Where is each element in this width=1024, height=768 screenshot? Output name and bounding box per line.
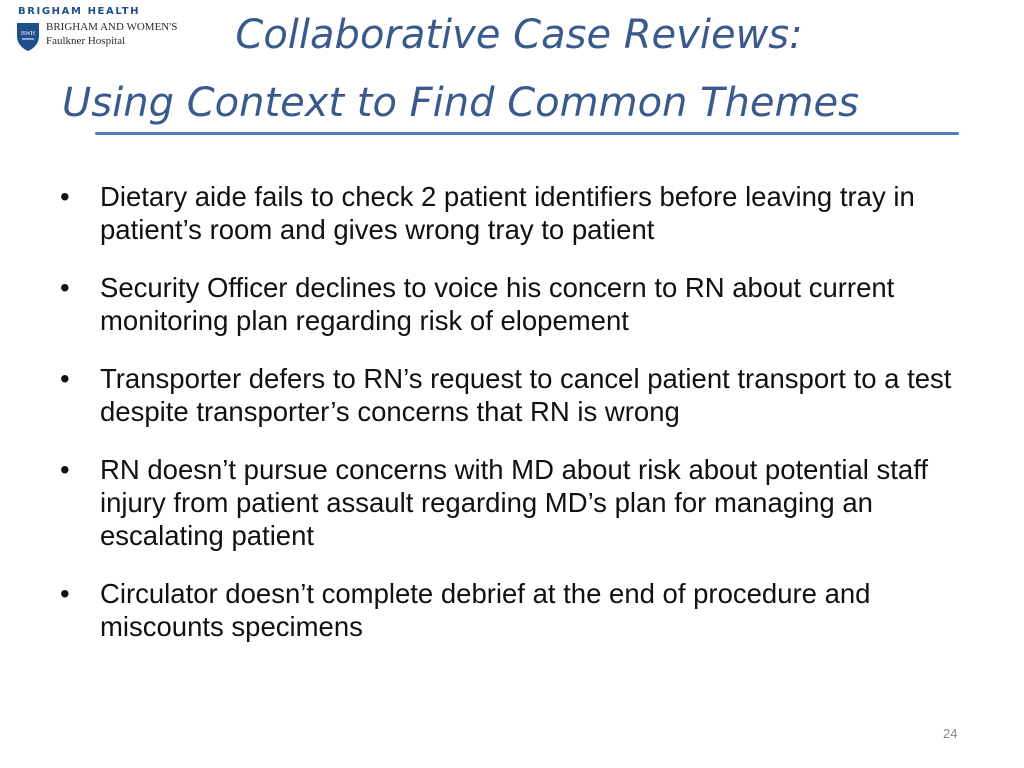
bullet-list <box>60 180 960 668</box>
bullet-marker: • <box>60 272 70 303</box>
logo-shield-text: BWH <box>21 31 35 37</box>
bullet-marker: • <box>60 454 70 485</box>
logo-hospital-line1: BRIGHAM AND WOMEN'S <box>46 21 178 33</box>
page-number: 24 <box>943 726 958 741</box>
bullet-item <box>60 180 960 246</box>
bullet-item <box>60 271 960 337</box>
slide-title-line1 <box>0 12 1024 58</box>
bullet-item <box>60 362 960 428</box>
logo-org-name: BRIGHAM HEALTH <box>18 6 141 17</box>
bullet-marker: • <box>60 578 70 609</box>
bullet-item <box>60 577 960 643</box>
bullet-text: Circulator doesn’t complete debrief at the end of procedure and miscounts specimens <box>100 578 871 642</box>
title-underline <box>95 132 959 135</box>
bullet-marker: • <box>60 363 70 394</box>
logo-hospital-line2: Faulkner Hospital <box>46 35 126 47</box>
bullet-text: Dietary aide fails to check 2 patient identifiers before leaving tray in patient’s room and gives wrong tray to patient <box>100 181 915 245</box>
bullet-marker: • <box>60 181 70 212</box>
slide-title-line2: Using Context to Find Common Themes <box>62 80 859 126</box>
title-line1-text: Collaborative Case Reviews: <box>235 12 803 58</box>
bullet-item <box>60 453 960 552</box>
bullet-text: Security Officer declines to voice his concern to RN about current monitoring plan regarding risk of elopement <box>100 272 895 336</box>
bullet-text: Transporter defers to RN’s request to cancel patient transport to a test despite transporter’s concerns that RN is wrong <box>100 363 952 427</box>
bullet-text: RN doesn’t pursue concerns with MD about risk about potential staff injury from patient assault regarding MD’s plan for managing an escalating patient <box>100 454 928 551</box>
